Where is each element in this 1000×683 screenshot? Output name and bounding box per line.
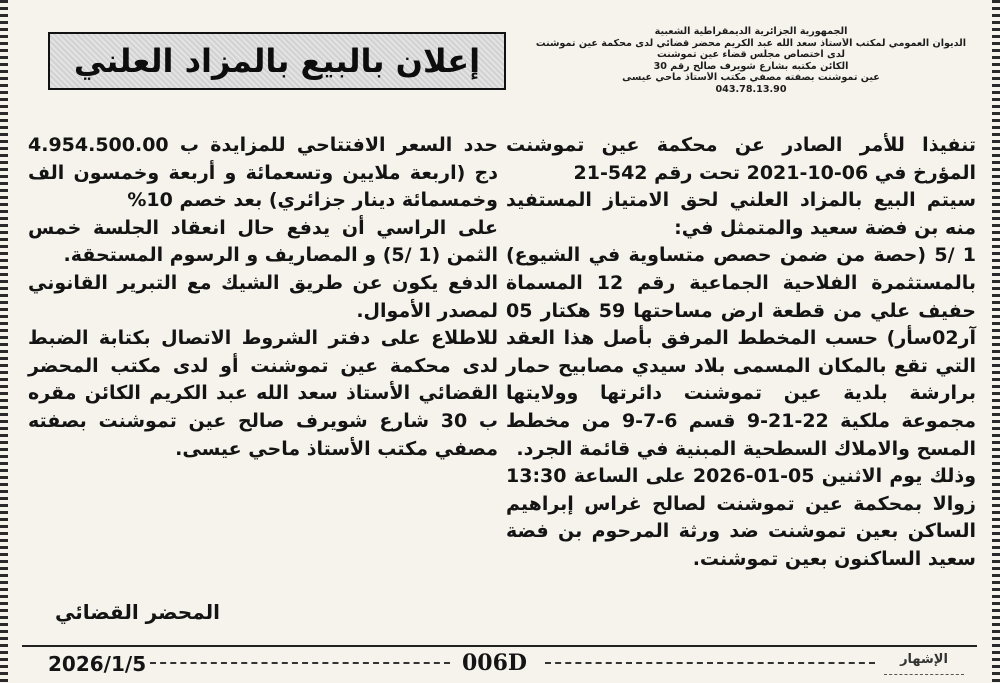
paragraph: للاطلاع على دفتر الشروط الاتصال بكتابة الضبط لدى محكمة عين تموشنت أو لدى مكتب المحضر القضائي الأستاذ سعد الله عبد الكريم الكائن مقره ب 30 شارع شويرف صالح عين تموشنت بصفته مصفي مكتب الأستاذ ماحي عيسى.: [28, 327, 498, 460]
paragraph: على الراسي أن يدفع حال انعقاد الجلسة خمس الثمن (1 /5) و المصاريف و الرسوم المستحقة.: [28, 216, 498, 267]
court-header-line: لدى اختصاص مجلس قضاء عين تموشنت: [657, 49, 845, 61]
footer-divider: [22, 645, 977, 647]
footer-dashes-right: [545, 662, 875, 664]
court-header-line: عين تموشنت بصفته مصفي مكتب الأستاذ ماحي عيسى: [622, 72, 880, 84]
right-text-column: [506, 132, 976, 574]
left-scan-edge: [0, 0, 8, 683]
footer-code: 006D: [462, 650, 528, 676]
paragraph: وذلك يوم الاثنين 05-01-2026 على الساعة 13:30 زوالا بمحكمة عين تموشنت لصالح غراس إبراهيم الساكن بعين تموشنت ضد ورثة المرحوم بن فضة سعيد الساكنون بعين تموشنت.: [506, 465, 976, 570]
court-header-line: الديوان العمومي لمكتب الأستاذ سعد الله عبد الكريم محضر قضائي لدى محكمة عين تموشنت: [535, 37, 967, 49]
paragraph: سيتم البيع بالمزاد العلني لحق الامتياز المستفيد منه بن فضة سعيد والمتمثل في:: [506, 189, 976, 239]
court-header-line: الكائن مكتبه بشارع شويرف صالح رقم 30: [653, 60, 849, 72]
paragraph: تنفيذا للأمر الصادر عن محكمة عين تموشنت المؤرخ في 06-10-2021 تحت رقم 542-21: [506, 134, 976, 184]
footer-logo: الإشهار: [884, 652, 964, 675]
announcement-banner: [48, 32, 506, 90]
court-header-line: الجمهورية الجزائرية الديمقراطية الشعبية: [654, 26, 848, 37]
paragraph: الدفع يكون عن طريق الشيك مع التبرير القانوني لمصدر الأموال.: [28, 271, 498, 322]
court-header-line: 043.78.13.90: [715, 83, 787, 95]
right-scan-edge: [992, 0, 1000, 683]
paragraph: 1 /5 (حصة من ضمن حصص متساوية في الشيوع) بالمستثمرة الفلاحية الجماعية رقم 12 المسماة حفيف علي من قطعة ارض مساحتها 59 هكتار 05 آر02سأر) حسب المخطط المرفق بأصل هذا العقد التي تقع بالمكان المسمى بلاد سيدي مصابيح حمار برارشة بلدية عين تموشنت دائرتها وولايتها مجموعة ملكية 22-21-9 قسم 6-7-9 من مخطط المسح والاملاك السطحية المبنية في قائمة الجرد.: [506, 244, 977, 460]
footer-dashes-left: [150, 662, 450, 664]
court-header: [520, 26, 982, 96]
left-text-column: [28, 132, 498, 463]
footer-date: 2026/1/5: [48, 652, 147, 676]
signature-label: المحضر القضائي: [54, 600, 220, 624]
banner-title: إعلان بالبيع بالمزاد العلني: [73, 42, 481, 80]
paragraph: حدد السعر الافتتاحي للمزايدة ب 4.954.500.00 دج (اربعة ملايين وتسعمائة و أربعة وخمسون الف وخمسمائة دينار جزائري) بعد خصم 10%: [28, 134, 498, 212]
